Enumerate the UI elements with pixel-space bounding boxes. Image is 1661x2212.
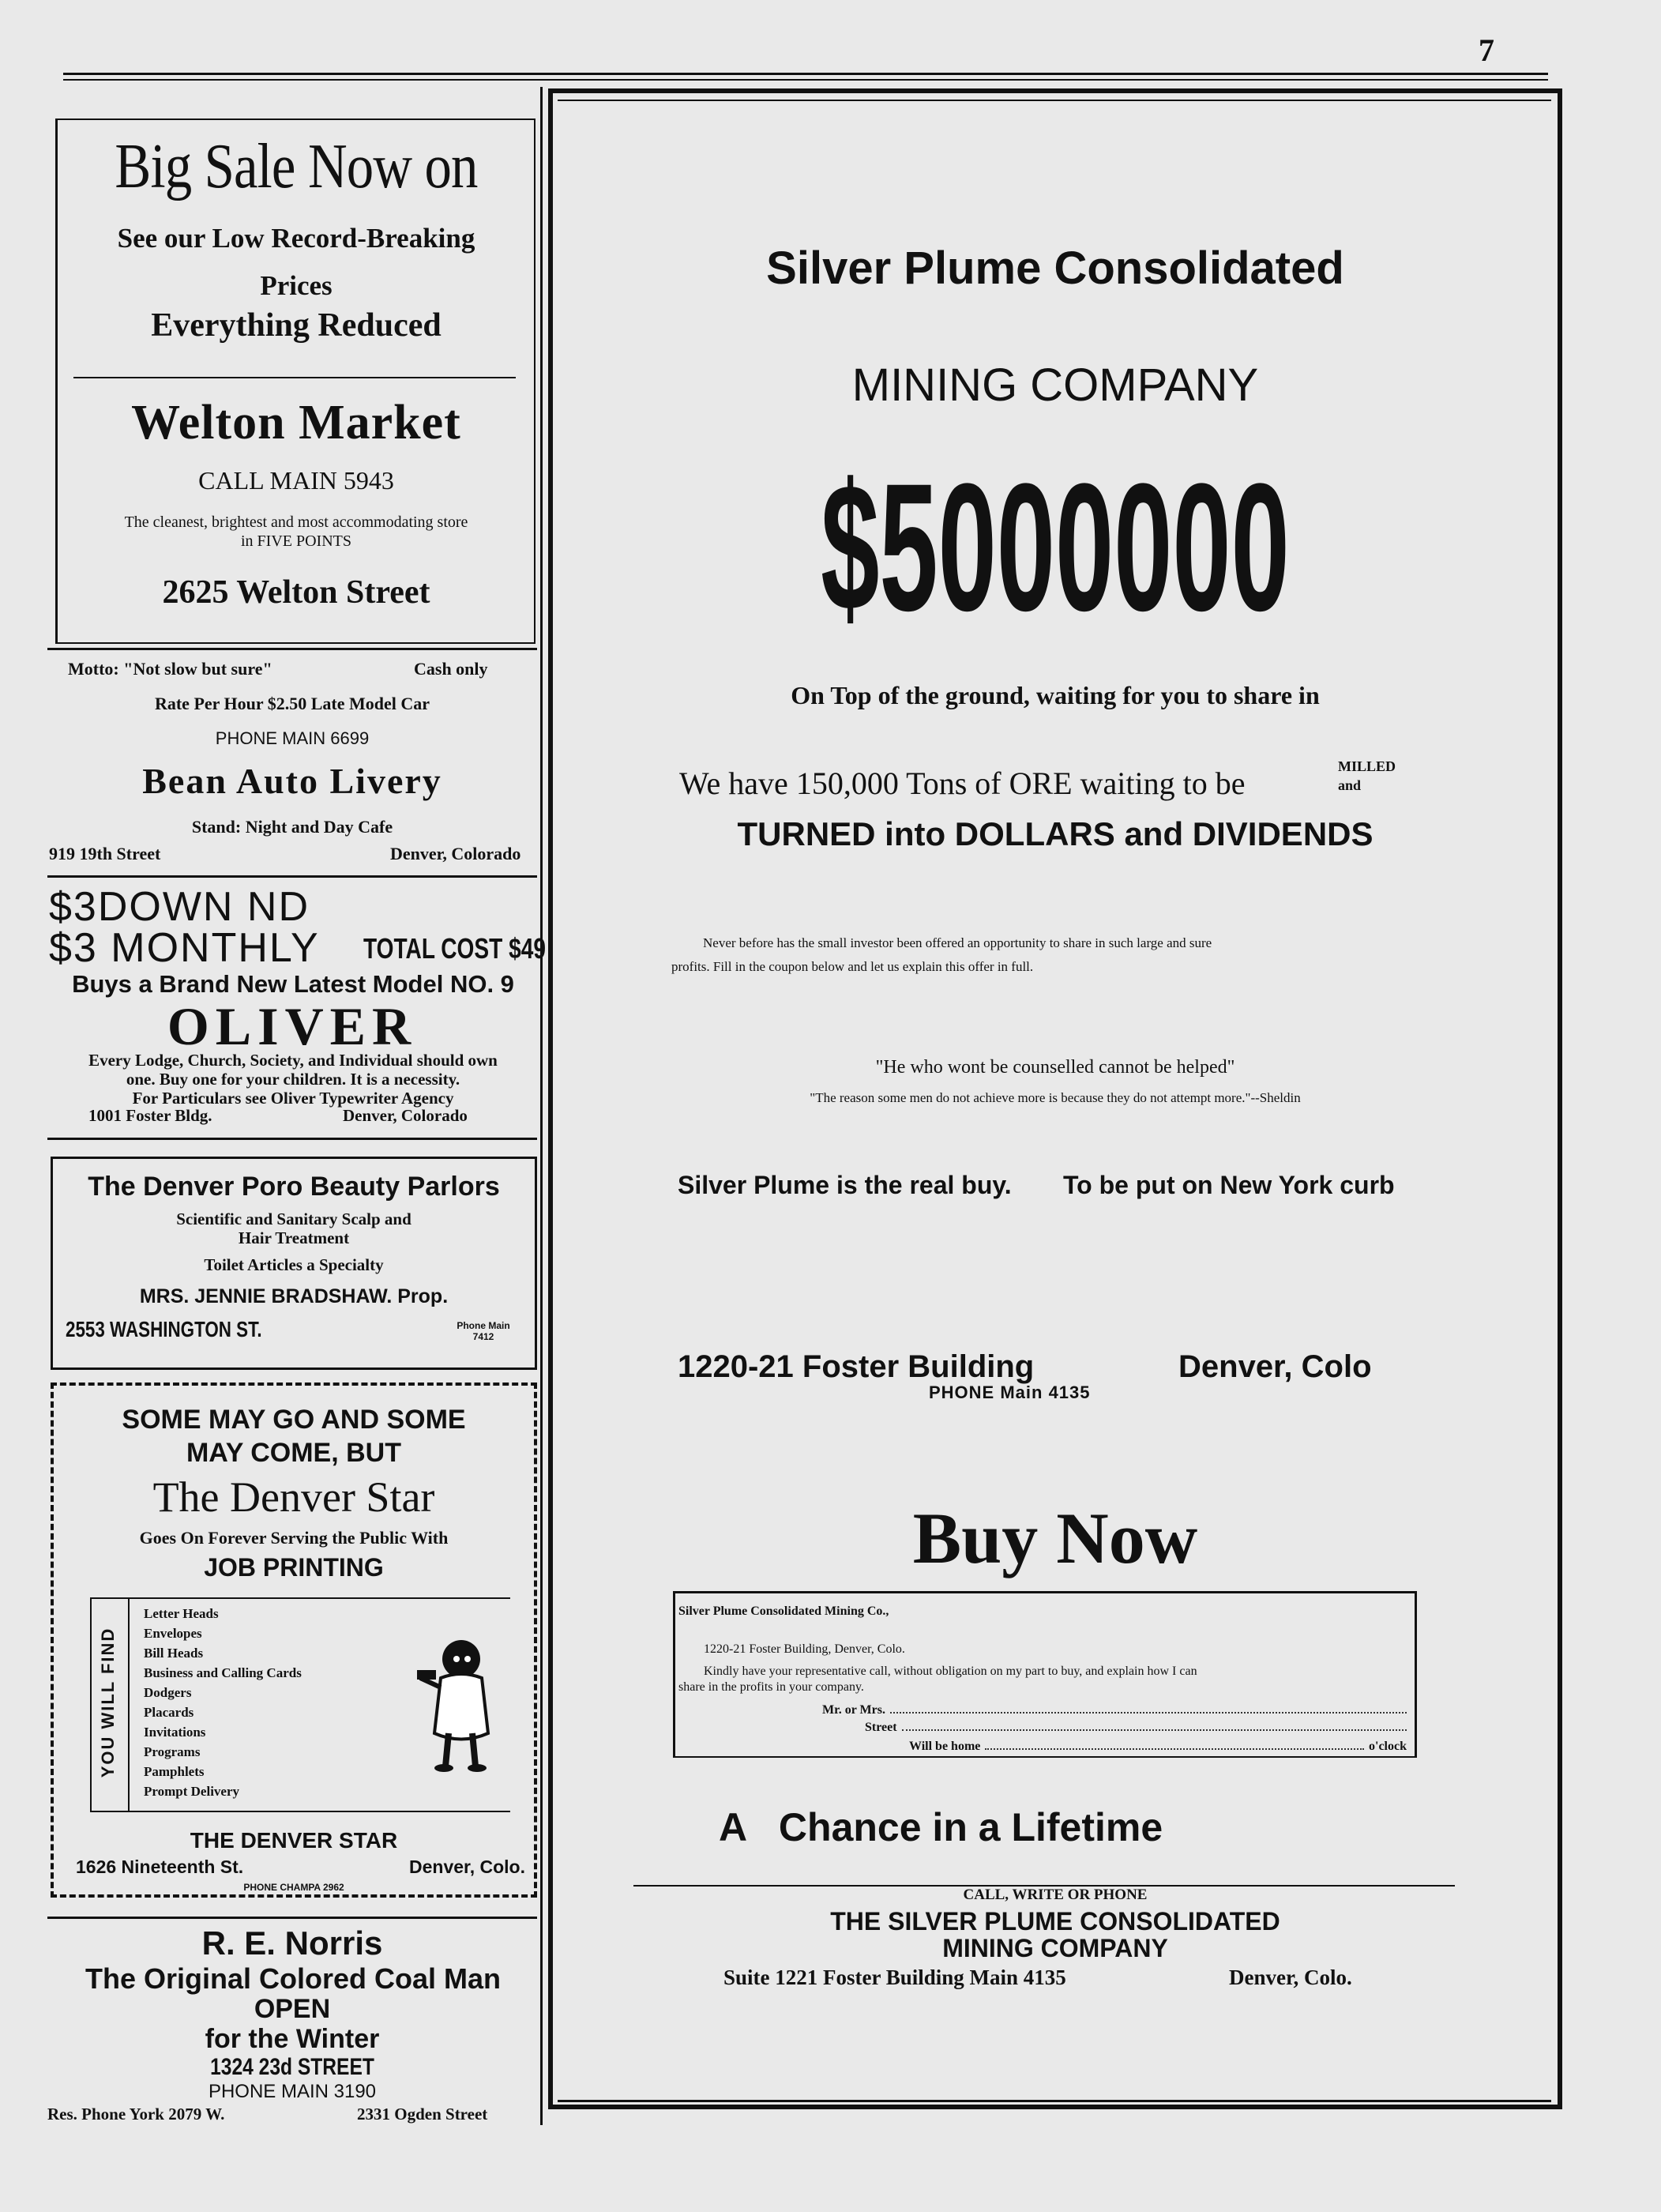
- star-items: [144, 1604, 302, 1801]
- welton-line3: Everything Reduced: [151, 307, 442, 344]
- bean-bottom-rule: [47, 875, 537, 878]
- bean-name: Bean Auto Livery: [142, 761, 442, 801]
- norris-name: R. E. Norris: [201, 1924, 383, 1962]
- ny-curb: To be put on New York curb: [1063, 1171, 1395, 1199]
- bean-motto: Motto: "Not slow but sure": [68, 659, 272, 679]
- top-of-ground: On Top of the ground, waiting for you to share in: [791, 681, 1320, 709]
- poro-prop: MRS. JENNIE BRADSHAW. Prop.: [139, 1285, 449, 1307]
- poro-address: 2553 WASHINGTON ST.: [66, 1317, 262, 1341]
- star-list-divider: [128, 1599, 130, 1811]
- poro-phone1: Phone Main: [457, 1320, 510, 1331]
- chance-lifetime: A Chance in a Lifetime: [719, 1805, 1163, 1849]
- list-item: Programs: [144, 1744, 201, 1759]
- coupon-home-row[interactable]: [909, 1737, 1407, 1754]
- list-item: Dodgers: [144, 1685, 192, 1700]
- bean-street: 919 19th Street: [49, 844, 161, 863]
- footer-company-1: THE SILVER PLUME CONSOLIDATED: [830, 1907, 1280, 1936]
- oliver-line1: $3DOWN ND: [49, 884, 310, 930]
- footer-city: Denver, Colo.: [1229, 1966, 1352, 1989]
- list-item: Prompt Delivery: [144, 1784, 240, 1799]
- denver-star-ad: [51, 1382, 537, 1898]
- coupon-text-2: share in the profits in your company.: [678, 1680, 864, 1694]
- welton-line2: Prices: [260, 270, 333, 301]
- poro-name: The Denver Poro Beauty Parlors: [88, 1172, 500, 1202]
- oliver-every2: one. Buy one for your children. It is a necessity.: [126, 1070, 460, 1089]
- norris-line1: The Original Colored Coal Man: [85, 1962, 502, 1995]
- real-buy: Silver Plume is the real buy.: [678, 1171, 1012, 1199]
- welton-desc1: The cleanest, brightest and most accommodating store: [124, 514, 468, 531]
- star-name: The Denver Star: [152, 1473, 435, 1521]
- bean-phone: PHONE MAIN 6699: [215, 728, 370, 748]
- bean-stand: Stand: Night and Day Cafe: [191, 817, 393, 837]
- page-number: 7: [1479, 32, 1494, 68]
- coupon-street-label: Street: [865, 1721, 897, 1734]
- have-ore-text: We have 150,000 Tons of ORE waiting to be: [679, 766, 1246, 801]
- oliver-name: OLIVER: [167, 996, 418, 1056]
- bean-rate: Rate Per Hour $2.50 Late Model Car: [154, 694, 430, 713]
- star-list-box: [90, 1597, 510, 1812]
- star-footer-city: Denver, Colo.: [409, 1856, 525, 1877]
- welton-market-ad: [55, 118, 536, 644]
- bean-city: Denver, Colorado: [390, 844, 521, 863]
- poro-line1: Scientific and Sanitary Scalp and: [176, 1209, 411, 1228]
- silver-plume-ad: [548, 88, 1562, 2109]
- norris-top-rule: [47, 1917, 537, 1919]
- boy-illustration-icon: [417, 1631, 504, 1773]
- list-item: Envelopes: [144, 1626, 202, 1641]
- oliver-bldg: 1001 Foster Bldg.: [88, 1106, 212, 1125]
- welton-desc2: in FIVE POINTS: [240, 532, 351, 550]
- star-line1: SOME MAY GO AND SOME: [122, 1405, 466, 1435]
- coupon-oclock: o'clock: [1369, 1740, 1407, 1753]
- coupon-mr-row[interactable]: [822, 1701, 1407, 1717]
- star-footer-addr: 1626 Nineteenth St.: [76, 1856, 244, 1877]
- poro-line2: Hair Treatment: [238, 1228, 350, 1247]
- coupon-home-label: Will be home: [909, 1740, 981, 1753]
- bean-top-rule: [47, 648, 537, 650]
- list-item: Invitations: [144, 1725, 206, 1740]
- title-line2: MINING COMPANY: [851, 359, 1259, 411]
- star-line4: JOB PRINTING: [204, 1553, 384, 1582]
- welton-headline: Big Sale Now on: [115, 132, 478, 201]
- welton-line1: See our Low Record-Breaking: [117, 223, 475, 254]
- call-write: CALL, WRITE OR PHONE: [963, 1887, 1148, 1903]
- star-footer-phone: PHONE CHAMPA 2962: [243, 1882, 344, 1893]
- buy-now: Buy Now: [912, 1498, 1198, 1578]
- main-phone: PHONE Main 4135: [929, 1382, 1091, 1402]
- coupon-mr-field[interactable]: [890, 1701, 1407, 1714]
- coupon-home-field[interactable]: [985, 1737, 1364, 1750]
- amount: $5000000: [821, 446, 1290, 649]
- coupon-address: 1220-21 Foster Building, Denver, Colo.: [704, 1642, 905, 1656]
- have-ore-line: [679, 758, 1469, 802]
- list-item: Business and Calling Cards: [144, 1665, 302, 1680]
- oliver-every3: For Particulars see Oliver Typewriter Agency: [132, 1089, 454, 1108]
- oliver-city: Denver, Colorado: [343, 1106, 468, 1125]
- quote-2: "The reason some men do not achieve more is because they do not attempt more."--Sheldin: [810, 1090, 1301, 1105]
- norris-line4: 1324 23d STREET: [210, 2054, 374, 2080]
- welton-divider: [73, 377, 516, 378]
- coupon-street-field[interactable]: [902, 1718, 1407, 1731]
- star-footer-name: THE DENVER STAR: [190, 1828, 398, 1853]
- top-rule-2: [63, 79, 1548, 81]
- welton-name: Welton Market: [131, 396, 461, 450]
- coupon-text-1: Kindly have your representative call, without obligation on my part to buy, and explain how I can: [704, 1665, 1197, 1678]
- poro-line3: Toilet Articles a Specialty: [204, 1255, 384, 1274]
- foster-building: 1220-21 Foster Building: [678, 1349, 1035, 1384]
- norris-line3: for the Winter: [205, 2024, 380, 2054]
- never-before-1: Never before has the small investor been offered an opportunity to share in such large and sure: [703, 935, 1212, 950]
- star-line3: Goes On Forever Serving the Public With: [139, 1528, 449, 1548]
- top-rule: [63, 73, 1548, 75]
- footer-suite: Suite 1221 Foster Building Main 4135: [723, 1966, 1066, 1989]
- list-item: Placards: [144, 1705, 194, 1720]
- oliver-buys: Buys a Brand New Latest Model NO. 9: [72, 970, 514, 998]
- milled-text: MILLED: [1338, 758, 1396, 774]
- norris-street: 2331 Ogden Street: [357, 2105, 488, 2124]
- oliver-total: TOTAL COST $49: [363, 932, 546, 965]
- list-item: Letter Heads: [144, 1606, 219, 1621]
- coupon-company: Silver Plume Consolidated Mining Co.,: [678, 1604, 889, 1618]
- denver-colo: Denver, Colo: [1178, 1349, 1372, 1384]
- norris-line2: OPEN: [254, 1994, 331, 2024]
- poro-phone2: 7412: [472, 1331, 494, 1342]
- footer-company-2: MINING COMPANY: [942, 1934, 1168, 1962]
- welton-address: 2625 Welton Street: [162, 574, 430, 611]
- coupon[interactable]: [673, 1591, 1417, 1758]
- list-item: Bill Heads: [144, 1646, 204, 1661]
- norris-line5: PHONE MAIN 3190: [208, 2081, 377, 2102]
- oliver-bottom-rule: [47, 1138, 537, 1140]
- poro-ad: [51, 1157, 537, 1370]
- title-line1: Silver Plume Consolidated: [766, 243, 1344, 294]
- bean-cash: Cash only: [414, 659, 488, 679]
- norris-res: Res. Phone York 2079 W.: [47, 2105, 225, 2124]
- welton-phone: CALL MAIN 5943: [198, 466, 394, 495]
- quote-1: "He who wont be counselled cannot be helped": [875, 1057, 1235, 1078]
- coupon-street-row[interactable]: [865, 1718, 1407, 1735]
- star-vertical-label: YOU WILL FIND: [98, 1627, 118, 1778]
- oliver-line2: $3 MONTHLY: [49, 925, 320, 971]
- and-small-text: and: [1338, 777, 1362, 793]
- oliver-every1: Every Lodge, Church, Society, and Individual should own: [88, 1051, 498, 1070]
- list-item: Pamphlets: [144, 1764, 205, 1779]
- star-line2: MAY COME, BUT: [186, 1438, 402, 1468]
- coupon-mr-label: Mr. or Mrs.: [822, 1703, 885, 1717]
- never-before-2: profits. Fill in the coupon below and let us explain this offer in full.: [671, 959, 1034, 974]
- turned-line: TURNED into DOLLARS and DIVIDENDS: [737, 815, 1374, 852]
